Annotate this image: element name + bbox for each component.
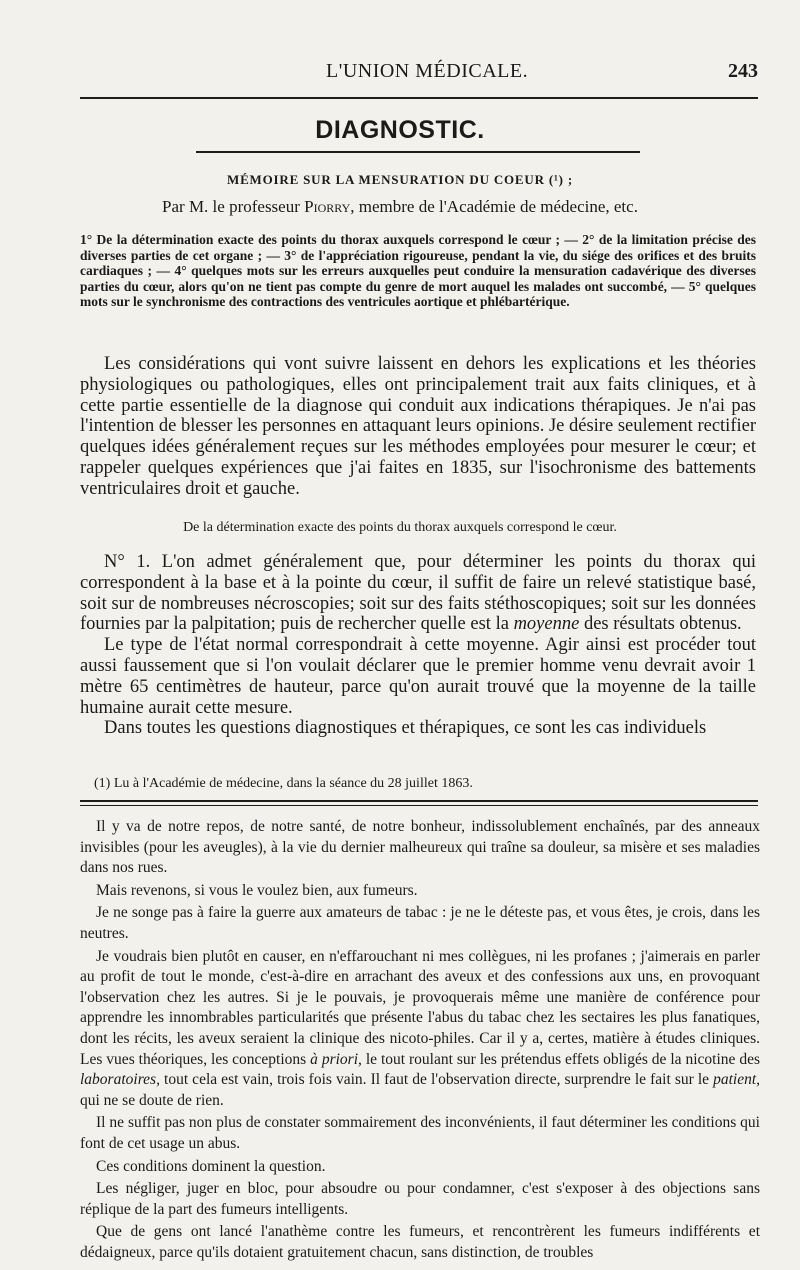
article-body	[80, 552, 756, 739]
intro-paragraph: Les considérations qui vont suivre laissent en dehors les explications et les théories physiologiques ou pathologiques, elles ont principalement trait aux faits cliniques, et à cette partie essentielle de la diagnose qui conduit aux indications thérapiques. Je n'ai pas l'intention de blesser les personnes en attaquant leurs opinions. Je désire seulement rectifier quelques idées généralement reçues sur les méthodes employées pour mesurer le cœur; et rappeler quelques expériences que j'ai faites en 1835, sur l'isochronisme des battements ventriculaires droit et gauche.	[80, 354, 756, 499]
byline-suffix: , membre de l'Académie de médecine, etc.	[350, 197, 638, 216]
feuilleton-rule-top	[80, 800, 758, 802]
memoir-title-text: MÉMOIRE SUR LA MENSURATION DU COEUR	[227, 172, 545, 187]
feuilleton-paragraph: Il y va de notre repos, de notre santé, de notre bonheur, indissolublement enchaînés, par des anneaux invisibles (pour les aveugles), à la vie du dernier malheureux qui traîne sa douleur, sa misère et ses maladies dans nos rues.	[80, 818, 760, 877]
feuilleton-text: le tout roulant sur les prétendus effets obligés de la nicotine des	[365, 1050, 761, 1068]
title-rule	[196, 151, 640, 153]
byline-prefix: Par M. le professeur	[162, 197, 300, 216]
memoir-title	[0, 172, 800, 188]
paragraph-2: Le type de l'état normal correspondrait à cette moyenne. Agir ainsi est procéder tout aussi faussement que si l'on voulait déclarer que le premier homme venu devrait avoir 1 mètre 65 centimètres de hauteur, parce qu'on aurait trouvé que la moyenne de la taille humaine aurait cette mesure.	[80, 635, 756, 718]
paragraph-1	[80, 552, 756, 635]
section-subheading: De la détermination exacte des points du thorax auxquels correspond le cœur.	[183, 520, 617, 535]
author-name: Piorry	[304, 197, 351, 216]
running-header	[78, 60, 758, 90]
journal-title: L'UNION MÉDICALE.	[326, 60, 529, 82]
feuilleton-paragraph: Ces conditions dominent la question.	[96, 1157, 326, 1175]
page-number: 243	[728, 60, 758, 82]
feuilleton-rule-bottom	[80, 805, 758, 806]
feuilleton-paragraph: Que de gens ont lancé l'anathème contre les fumeurs, et rencontrèrent les fumeurs indifférents et dédaigneux, parce qu'ils dotaient gratuitement chacun, sans distinction, de troubles	[80, 1223, 760, 1261]
feuilleton-text: Je voudrais bien plutôt en causer, en n'effarouchant ni mes collègues, ni les profanes ; j'aimerais en parler au profit de tout le monde, c'est-à-dire en arrachant des aveux et des confessions aux uns, en provoquant l'observation chez les autres. Si je le pouvais, je provoquerais même une manière de conférence pour apprendre les innombrables particularités que présente l'abus du tabac chez les sectaires les plus fanatiques, dont les récits, les aveux seraient la clinique des nicoto-philes. Car il y a, certes, matière à études cliniques. Les vues théoriques, les conceptions	[80, 947, 760, 1068]
memoir-footnote-ref: (¹) ;	[548, 172, 573, 187]
article-summary: 1° De la détermination exacte des points du thorax auxquels correspond le cœur ; — 2° de la limitation précise des diverses parties de cet organe ; — 3° de l'appréciation rigoureuse, pendant la vie, du siége des orifices et des bruits cardiaques ; — 4° quelques mots sur les erreurs auxquelles peut conduire la mensuration cadavérique des diverses parties du cœur, alors qu'on ne tient pas compte du genre de mort auquel les malades ont succombé, — 5° quelques mots sur le synchronisme des contractions des ventricules aortique et phlébartérique.	[80, 232, 756, 309]
byline	[0, 197, 800, 217]
para1-emphasis: moyenne	[513, 614, 580, 635]
para1-text: N° 1. L'on admet généralement que, pour déterminer les points du thorax qui correspondent à la base et à la pointe du cœur, il suffit de faire un relevé statistique basé, soit sur de nombreuses nécroscopies; soit sur des faits stéthoscopiques; soit sur les données fournies par la palpitation; puis de rechercher quelle est la	[80, 552, 756, 635]
feuilleton	[80, 817, 760, 1265]
feuilleton-emphasis: patient,	[713, 1071, 761, 1089]
feuilleton-paragraph	[80, 947, 760, 1112]
paragraph-3: Dans toutes les questions diagnostiques et thérapiques, ce sont les cas individuels	[104, 718, 707, 739]
feuilleton-paragraph: Mais revenons, si vous le voulez bien, aux fumeurs.	[96, 881, 418, 899]
section-title: DIAGNOSTIC.	[315, 116, 485, 144]
feuilleton-text: qui ne se doute de rien.	[80, 1091, 224, 1109]
intro-text	[80, 354, 756, 500]
feuilleton-paragraph: Je ne songe pas à faire la guerre aux amateurs de tabac : je ne le déteste pas, et vous êtes, je crois, dans les neutres.	[80, 904, 760, 942]
feuilleton-paragraph: Les négliger, juger en bloc, pour absoudre ou pour condamner, c'est s'exposer à des objections sans réplique de la part des fumeurs intelligents.	[80, 1180, 760, 1218]
header-rule	[80, 97, 758, 99]
footnote: (1) Lu à l'Académie de médecine, dans la séance du 28 juillet 1863.	[94, 776, 473, 791]
para1-end: des résultats obtenus.	[583, 614, 742, 635]
feuilleton-text: tout cela est vain, trois fois vain. Il faut de l'observation directe, surprendre le fait sur le	[164, 1071, 710, 1089]
feuilleton-emphasis: laboratoires,	[80, 1071, 160, 1089]
feuilleton-paragraph: Il ne suffit pas non plus de constater sommairement des inconvénients, il faut déterminer les conditions qui font de cet usage un abus.	[80, 1114, 760, 1152]
feuilleton-emphasis: à priori,	[310, 1050, 362, 1068]
